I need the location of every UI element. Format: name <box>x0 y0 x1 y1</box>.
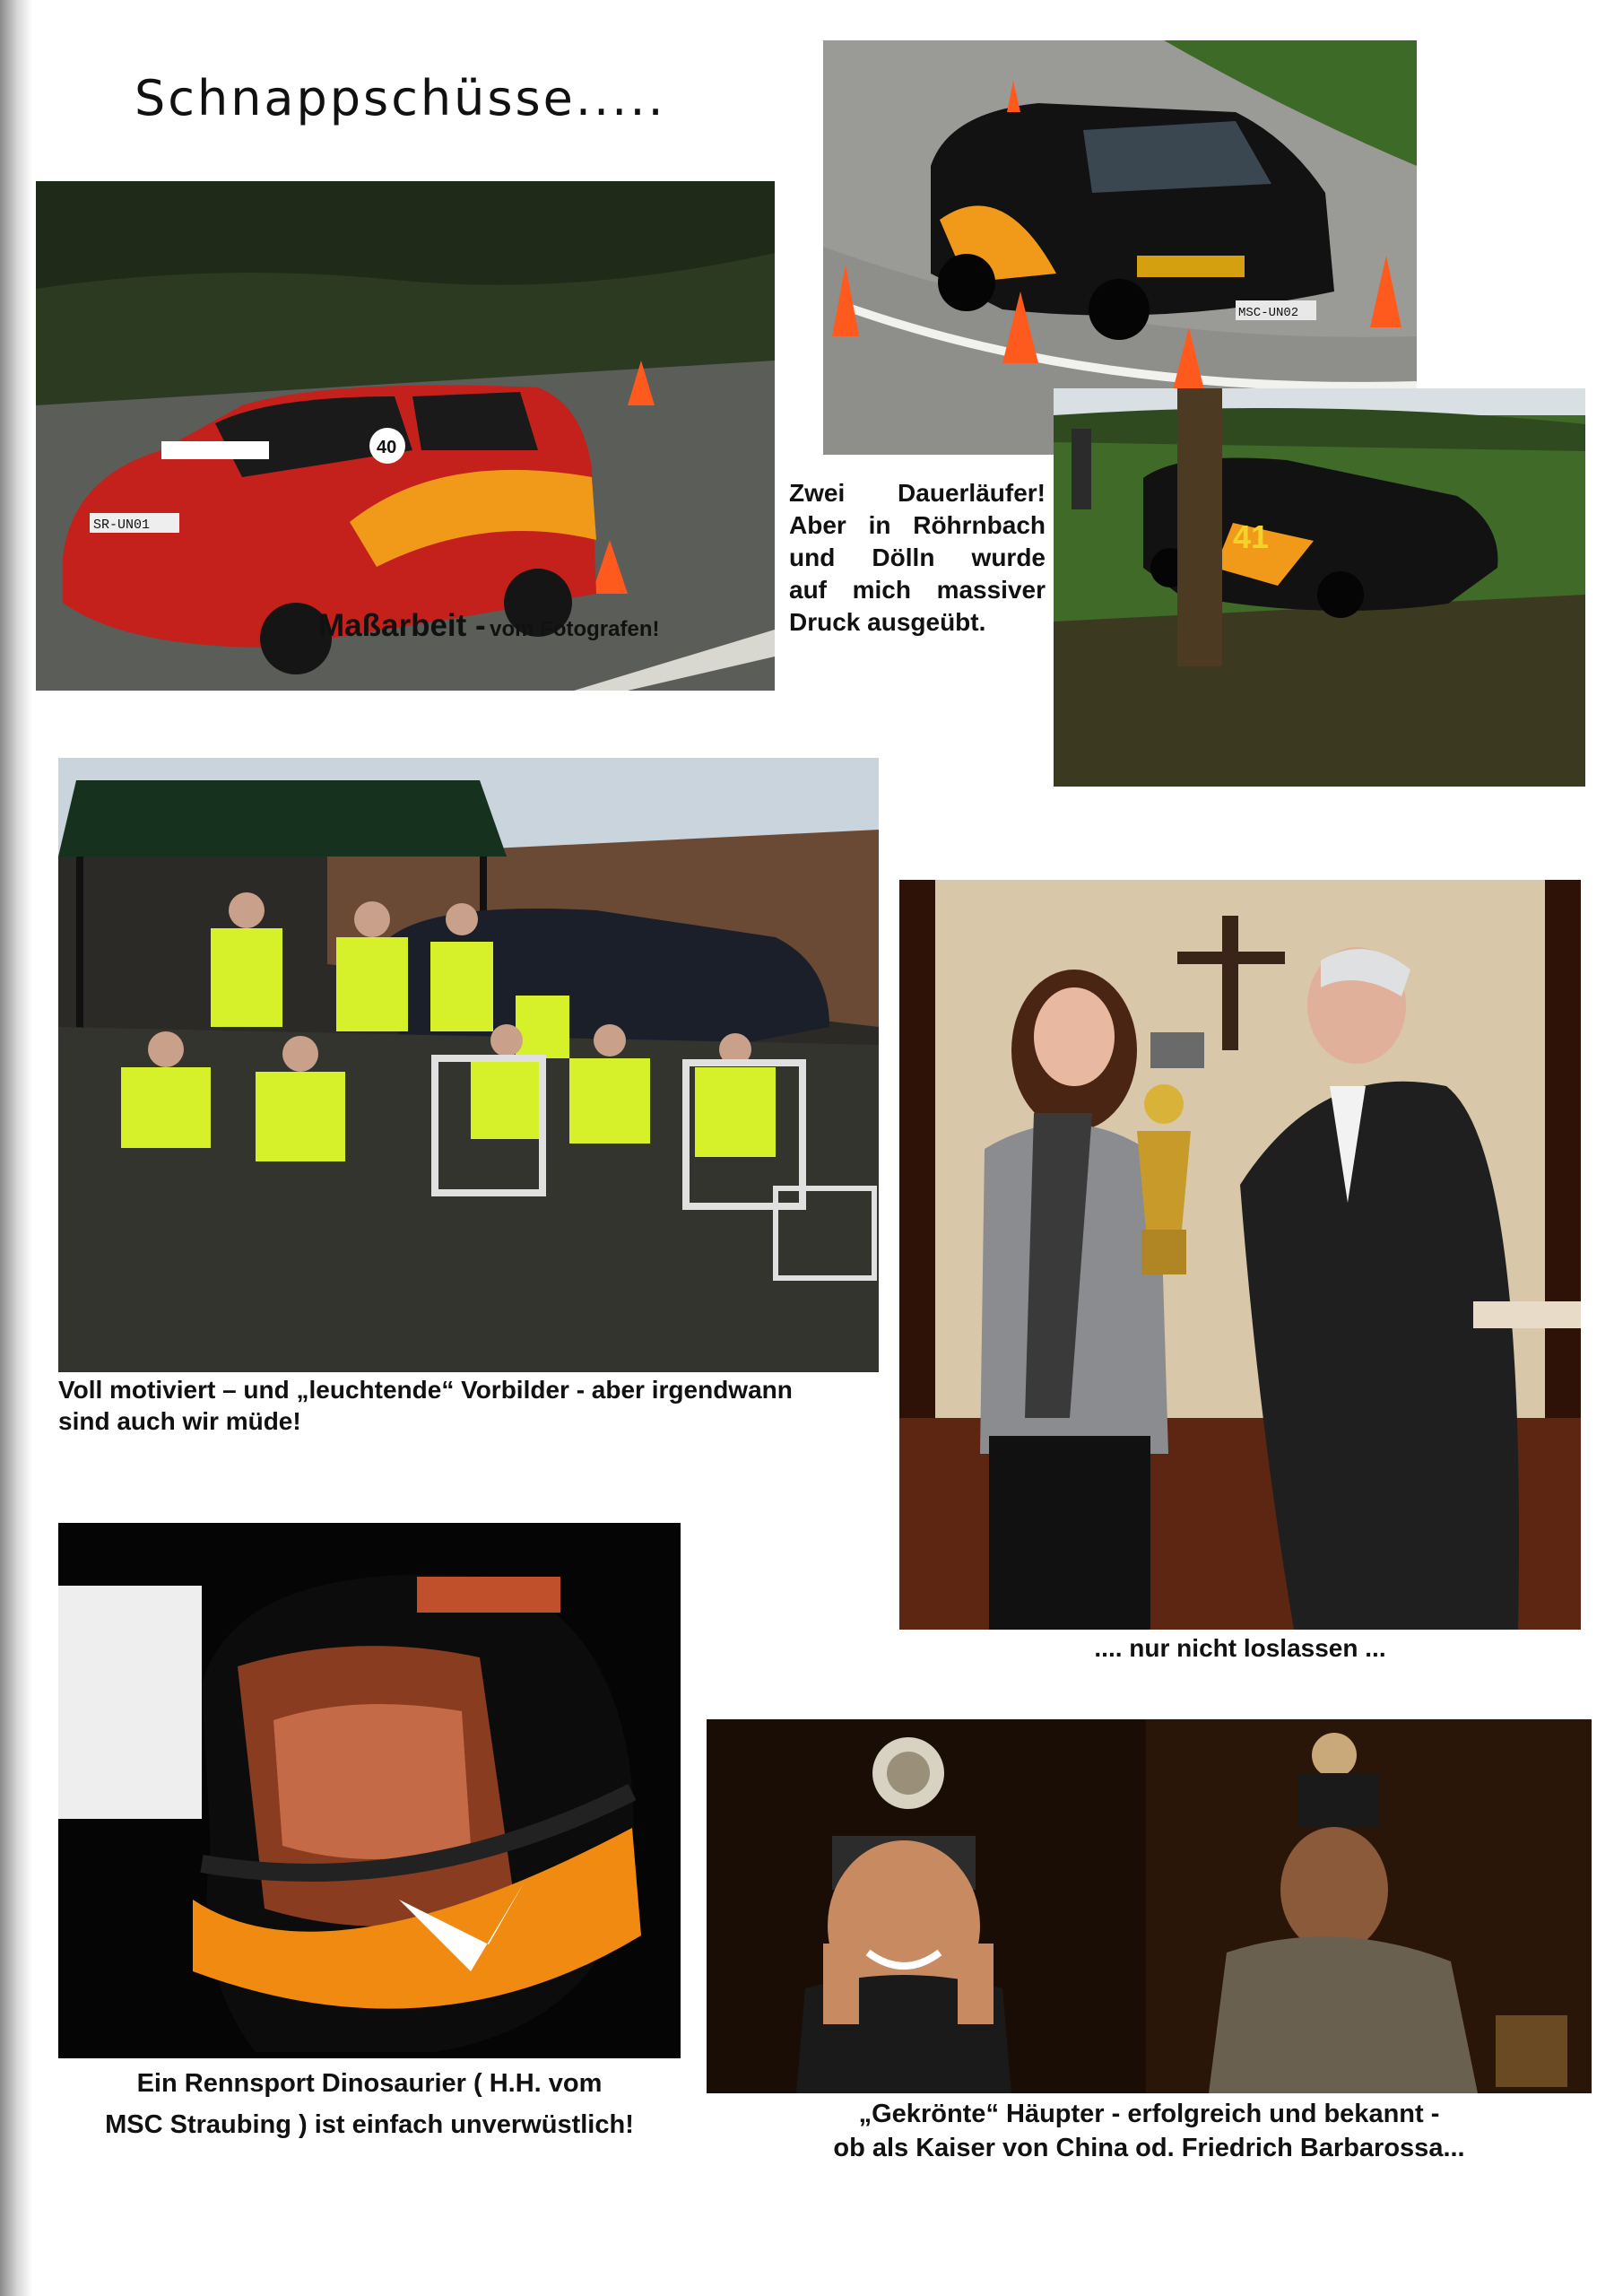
caption-loslassen: .... nur nicht loslassen ... <box>1094 1634 1386 1662</box>
crucifix <box>1222 916 1238 1050</box>
caption-line: Druck ausgeübt. <box>789 608 986 636</box>
caption-line: Zwei Dauerläufer! <box>789 479 1046 507</box>
page-title: Schnappschüsse..... <box>134 70 666 126</box>
helmet <box>193 1575 641 2053</box>
caption-dauerlaeufer <box>789 477 1046 639</box>
photo-trophy-handover <box>899 880 1581 1630</box>
photo-wrecked-car <box>1054 388 1585 787</box>
caption-line: Aber in Röhrnbach <box>789 511 1046 539</box>
caption-line: ob als Kaiser von China od. Friedrich Barbarossa... <box>833 2134 1465 2162</box>
caption-dinosaurier <box>58 2063 681 2145</box>
caption-line: sind auch wir müde! <box>58 1407 301 1435</box>
black-car-plate: MSC-UN02 <box>1238 306 1299 320</box>
caption-line: Voll motiviert – und „leuchtende“ Vorbilder - aber irgendwann <box>58 1376 793 1404</box>
caption-line: auf mich massiver <box>789 576 1046 604</box>
wreck-number: 41 <box>1233 518 1270 555</box>
photo-crowned-heads <box>707 1719 1592 2093</box>
caption-line: Ein Rennsport Dinosaurier ( H.H. vom <box>136 2069 603 2098</box>
caption-line: und Dölln wurde <box>789 544 1046 571</box>
caption-massarbeit-sub: vom Fotografen! <box>490 617 660 641</box>
caption-leuchtende <box>58 1374 892 1437</box>
tree-trunk <box>1177 388 1222 666</box>
caption-massarbeit <box>318 608 659 644</box>
photo-group-safety-vests <box>58 758 879 1372</box>
caption-line: „Gekrönte“ Häupter - erfolgreich und bekannt - <box>858 2100 1440 2128</box>
photo-helmet-closeup <box>58 1523 681 2058</box>
caption-gekroente <box>707 2097 1592 2165</box>
caption-line: MSC Straubing ) ist einfach unverwüstlich! <box>105 2110 634 2139</box>
red-car-number: 40 <box>377 438 397 457</box>
caption-massarbeit-main: Maßarbeit - <box>318 608 486 643</box>
page-spine-shadow <box>0 0 32 2296</box>
red-car-plate: SR-UN01 <box>93 517 151 533</box>
